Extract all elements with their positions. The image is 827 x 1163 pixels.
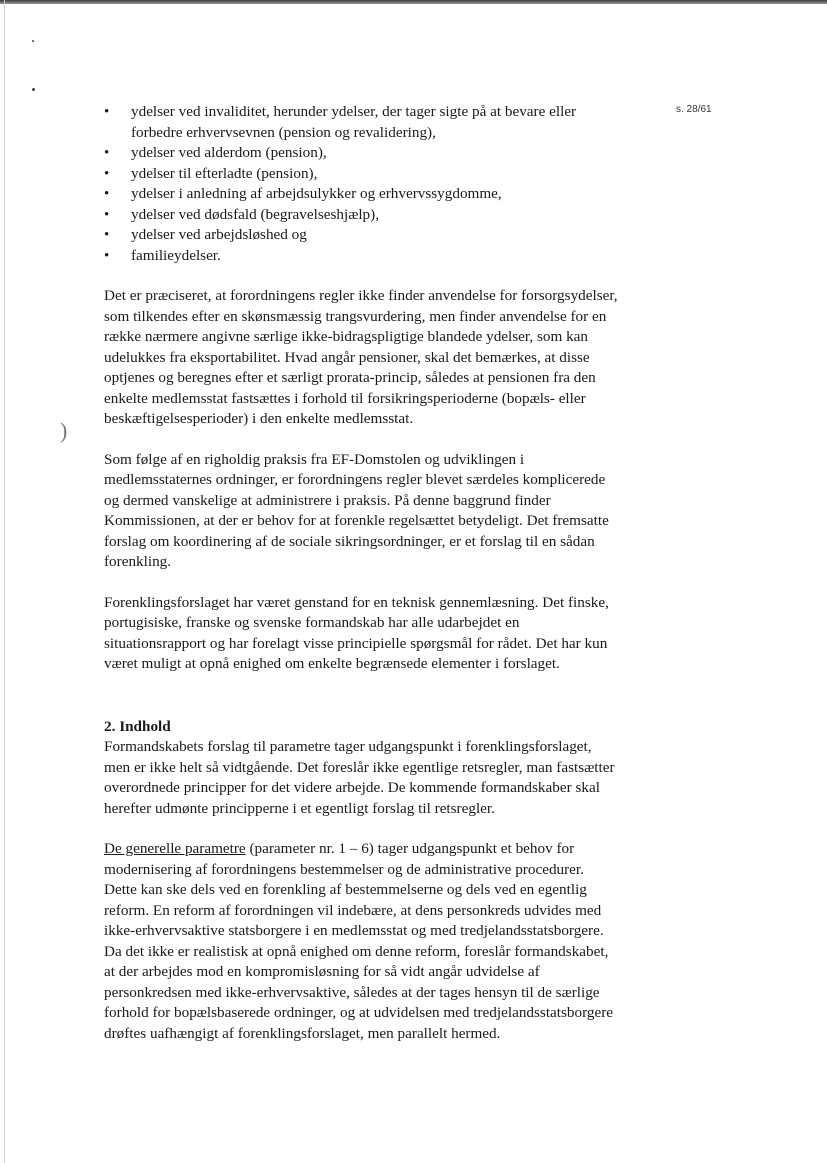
document-body xyxy=(104,102,620,1044)
list-item: • ydelser til efterladte (pension), xyxy=(104,164,620,185)
generic-parameters-text: (parameter nr. 1 – 6) tager udgangspunkt et behov for modernisering af forordningens bestemmelser og de administrative procedurer. Dette kan ske dels ved en forenkling af bestemmelserne og dels ved en egentlig reform. En reform af forordningen vil indebære, at dens personkreds udvides med ikke-erhvervsaktive statsborgere i en medlemsstat og med tredjelandsstatsborgere. Da det ikke er realistisk at opnå enighed om denne reform, foreslår formandskabet, at der arbejdes mod en kompromisløsning for så vidt angår udvidelse af personkredsen med ikke-erhvervsaktive, således at der tages hensyn til de særlige forhold for bopælsbaserede ordninger, og at udvidelsen med tredjelandsstatsborgere drøftes uafhængigt af forenklingsforslaget, men parallelt hermed. xyxy=(104,840,614,1042)
list-item: • ydelser i anledning af arbejdsulykker og erhvervssygdomme, xyxy=(104,184,620,205)
scan-left-edge xyxy=(4,0,5,1163)
generic-parameters-label: De generelle parametre xyxy=(104,840,246,857)
margin-mark: ) xyxy=(60,418,68,443)
list-item: • ydelser ved arbejdsløshed og xyxy=(104,225,620,246)
scan-top-edge xyxy=(0,0,827,4)
paragraph-generic-parameters xyxy=(104,839,620,1044)
scan-speck xyxy=(32,40,34,42)
section-heading: 2. Indhold xyxy=(104,717,171,735)
page-reference: s. 28/61 xyxy=(676,104,712,115)
list-item: • ydelser ved alderdom (pension), xyxy=(104,143,620,164)
scan-speck xyxy=(32,88,35,91)
list-item: • ydelser ved invaliditet, herunder ydelser, der tager sigte på at bevare eller forbedre erhvervsevnen (pension og revalidering), xyxy=(104,102,620,143)
list-item: • ydelser ved dødsfald (begravelseshjælp), xyxy=(104,205,620,226)
paragraph-review: Forenklingsforslaget har været genstand for en teknisk gennemlæsning. Det finske, portugisiske, franske og svenske formandskab har alle udarbejdet en situationsrapport og har forelagt visse principielle spørgsmål for rådet. Det har kun været muligt at opnå enighed om enkelte begrænsede elementer i forslaget. xyxy=(104,593,609,672)
list-item: • familieydelser. xyxy=(104,246,620,267)
paragraph-practice: Som følge af en righoldig praksis fra EF-Domstolen og udviklingen i medlemsstaternes ordninger, er forordningens regler blevet særdeles komplicerede og dermed vanskelige at administrere i praksis. På denne baggrund finder Kommissionen, at der er behov for at forenkle regelsættet betydeligt. Det fremsatte forslag om koordinering af de sociale sikringsordninger, er et forslag til en sådan forenkling. xyxy=(104,450,609,570)
section-intro: Formandskabets forslag til parametre tager udgangspunkt i forenklingsforslaget, men er ikke helt så vidtgående. Det foreslår ikke egentlige retsregler, man fastsætter overordnede principper for det videre arbejde. De kommende formandskaber skal herefter udmønte principperne i et egentligt forslag til retsregler. xyxy=(104,738,615,817)
benefit-list xyxy=(104,102,620,266)
paragraph-scope: Det er præciseret, at forordningens regler ikke finder anvendelse for forsorgsydelser, som tilkendes efter en skønsmæssig trangsvurdering, men finder anvendelse for en række nærmere angivne særlige ikke-bidragspligtige blandede ydelser, som kan udelukkes fra eksportabilitet. Hvad angår pensioner, skal det bemærkes, at disse optjenes og beregnes efter et særligt prorata-princip, således at pensionen fra den enkelte medlemsstat fastsættes i forhold til forsikringsperioderne (bopæls- eller beskæftigelsesperioder) i den enkelte medlemsstat. xyxy=(104,287,618,427)
